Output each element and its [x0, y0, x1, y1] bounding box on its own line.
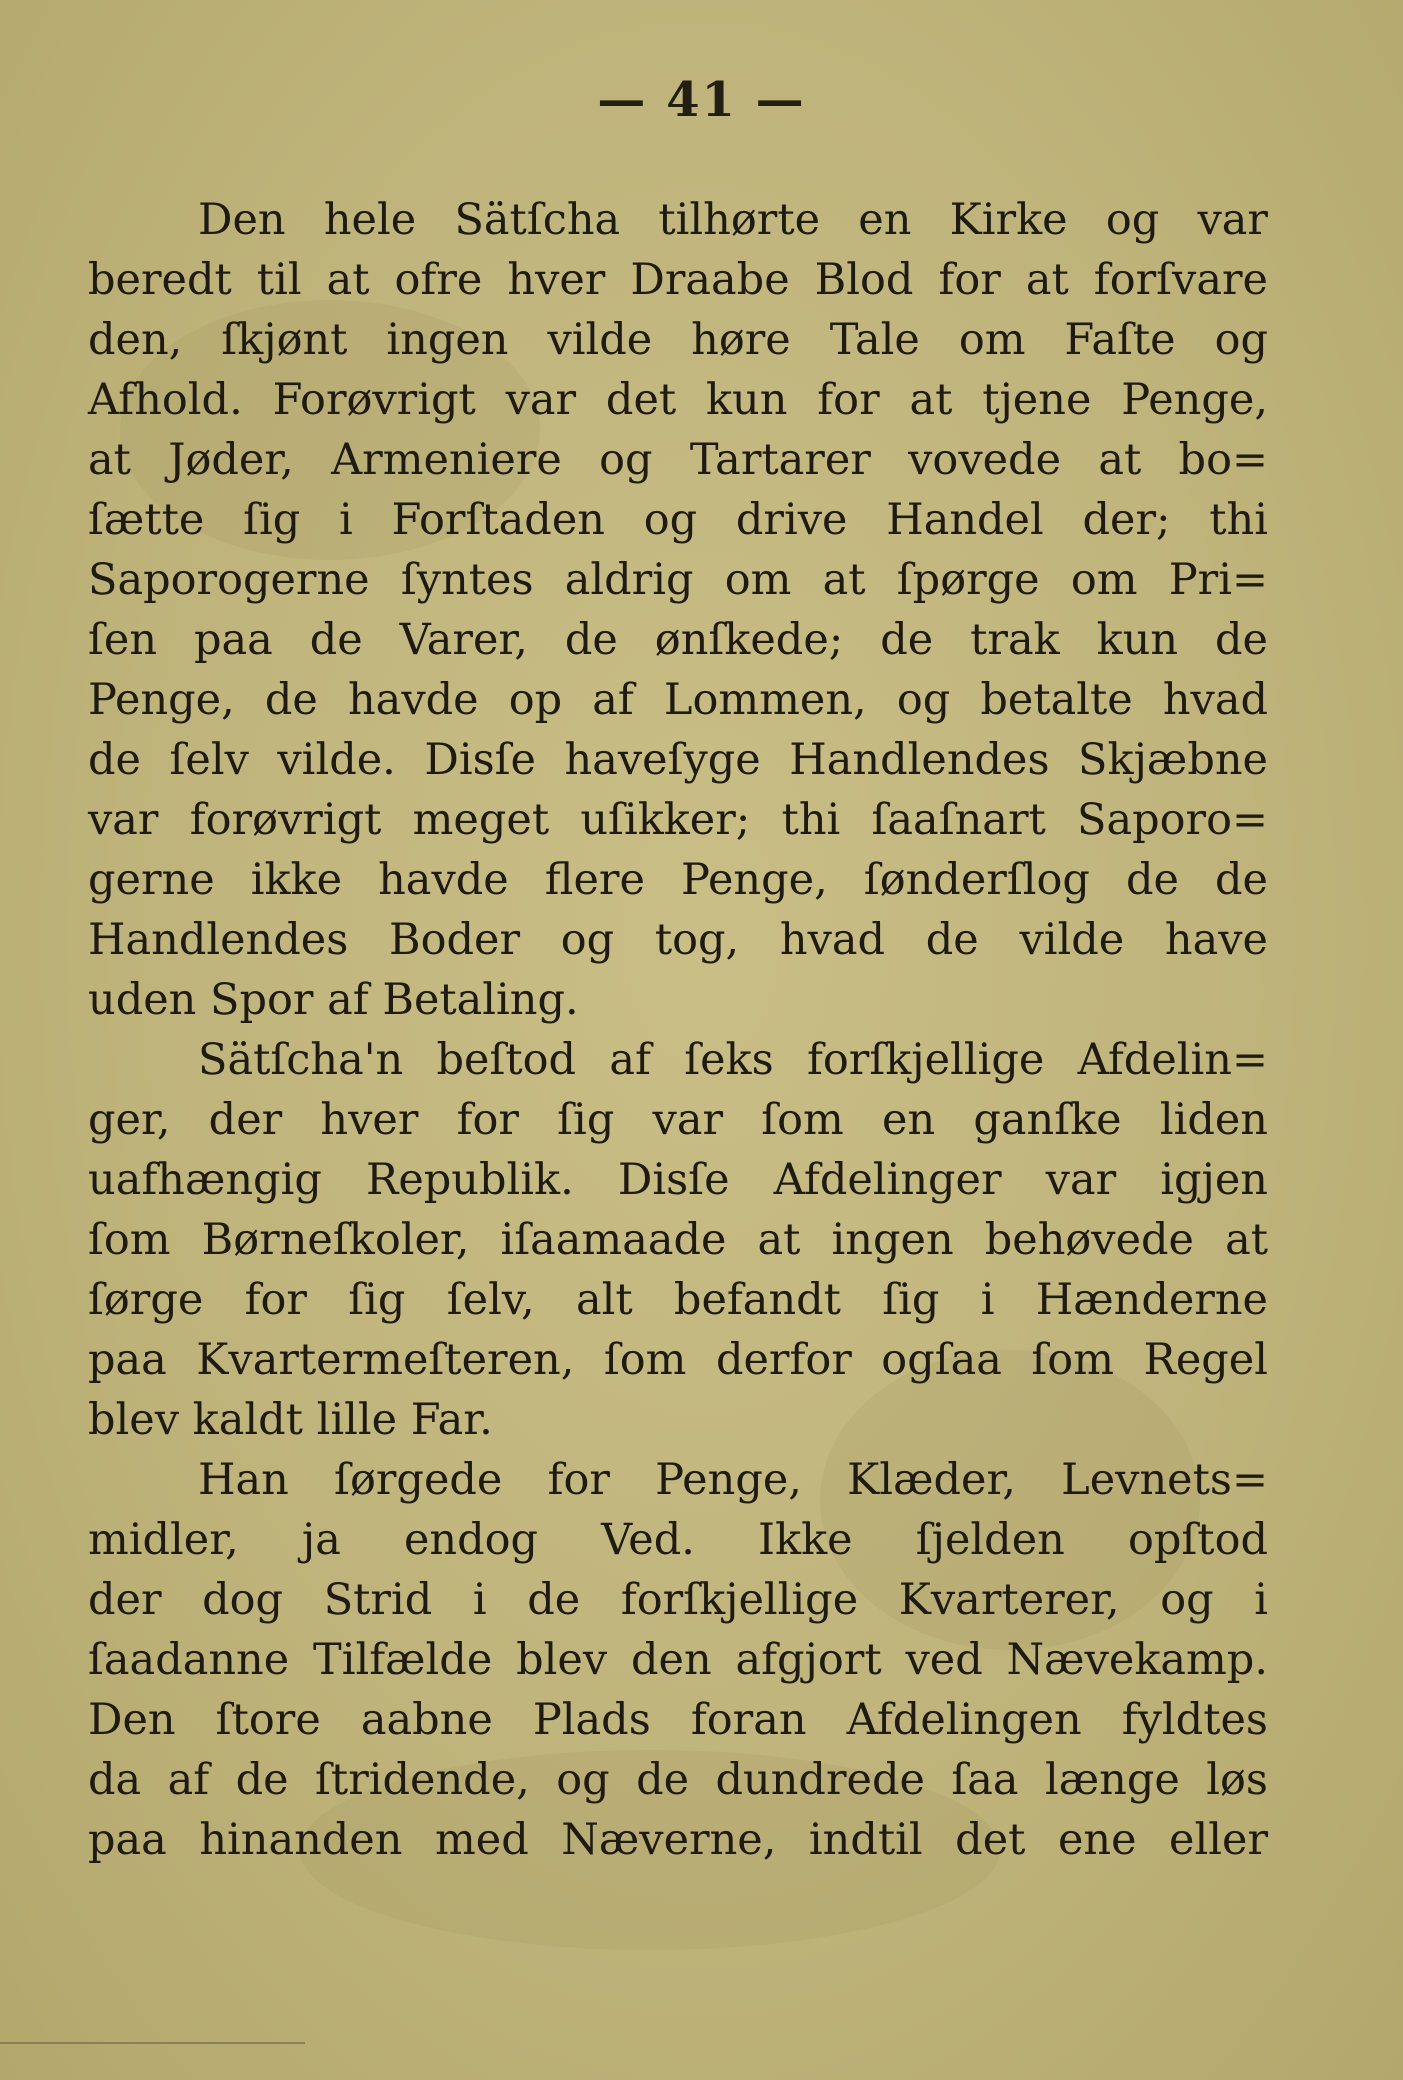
text-line: da af de ſtridende, og de dundrede ſaa længe løs — [88, 1755, 1268, 1805]
text-line: midler, ja endog Ved. Ikke ſjelden opſtod — [88, 1515, 1268, 1565]
text-line: den, ſkjønt ingen vilde høre Tale om Faſte og — [88, 315, 1268, 365]
text-line: uafhængig Republik. Disſe Afdelinger var igjen — [88, 1155, 1268, 1205]
text-line: ſen paa de Varer, de ønſkede; de trak kun de — [88, 615, 1268, 665]
text-line: ſætte ſig i Forſtaden og drive Handel der; thi — [88, 495, 1268, 545]
text-line: Sätſcha'n beſtod af ſeks forſkjellige Afdelin= — [198, 1035, 1268, 1085]
text-line: gerne ikke havde flere Penge, ſønderſlog de de — [88, 855, 1268, 905]
text-line: Handlendes Boder og tog, hvad de vilde have — [88, 915, 1268, 965]
text-line: beredt til at ofre hver Draabe Blod for at forſvare — [88, 255, 1268, 305]
bottom-edge-rule — [0, 2042, 305, 2044]
text-line: var forøvrigt meget uſikker; thi ſaaſnart Saporo= — [88, 795, 1268, 845]
text-line: at Jøder, Armeniere og Tartarer vovede at bo= — [88, 435, 1268, 485]
text-line: ſørge for ſig ſelv, alt befandt ſig i Hænderne — [88, 1275, 1268, 1325]
text-line: paa hinanden med Næverne, indtil det ene eller — [88, 1815, 1268, 1865]
text-line: ſom Børneſkoler, iſaamaade at ingen behøvede at — [88, 1215, 1268, 1265]
text-line: blev kaldt lille Far. — [88, 1395, 493, 1445]
text-line: Den ſtore aabne Plads foran Afdelingen fyldtes — [88, 1695, 1268, 1745]
text-line: uden Spor af Betaling. — [88, 975, 579, 1025]
text-line: Afhold. Forøvrigt var det kun for at tjene Penge, — [88, 375, 1268, 425]
text-line: der dog Strid i de forſkjellige Kvarterer, og i — [88, 1575, 1268, 1625]
text-line: ſaadanne Tilfælde blev den afgjort ved Nævekamp. — [88, 1635, 1268, 1685]
text-line: ger, der hver for ſig var ſom en ganſke liden — [88, 1095, 1268, 1145]
text-line: Saporogerne ſyntes aldrig om at ſpørge om Pri= — [88, 555, 1268, 605]
text-line: Penge, de havde op af Lommen, og betalte hvad — [88, 675, 1268, 725]
text-line: Han ſørgede for Penge, Klæder, Levnets= — [198, 1455, 1268, 1505]
text-line: de ſelv vilde. Disſe haveſyge Handlendes Skjæbne — [88, 735, 1268, 785]
text-line: paa Kvartermeſteren, ſom derfor ogſaa ſom Regel — [88, 1335, 1268, 1385]
text-line: Den hele Sätſcha tilhørte en Kirke og var — [198, 195, 1268, 245]
body-text — [88, 190, 1268, 1870]
page-number: — 41 — — [597, 72, 806, 128]
